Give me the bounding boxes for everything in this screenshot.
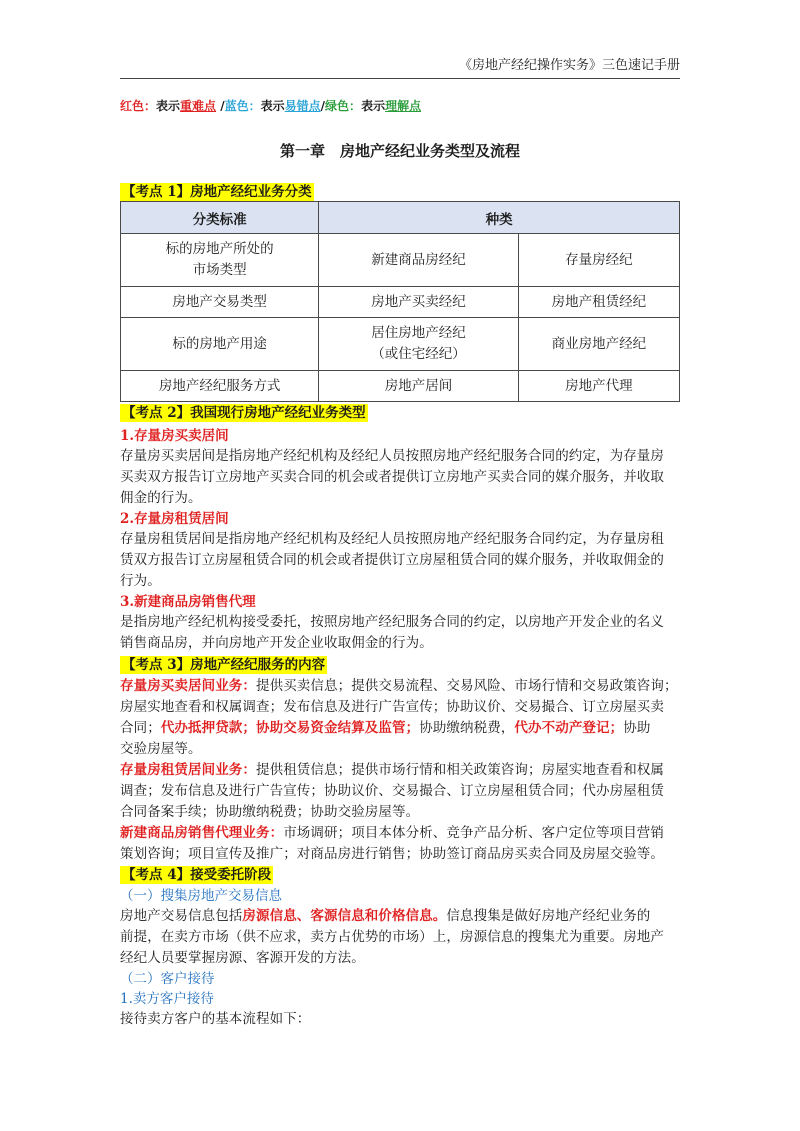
table-cell: 标的房地产所处的 市场类型 [121,234,319,287]
kp3-p1-text: 合同； [120,720,161,736]
legend-red-key: 重难点 [180,99,217,113]
kp3-p1-lead: 存量房买卖居间业务： [120,678,256,694]
kp4-p2: 接待卖方客户的基本流程如下： [120,1011,311,1027]
kp3-paragraph-1 [120,676,680,697]
table-cell: 房地产买卖经纪 [319,287,518,318]
kp3-p1-text: 提供买卖信息；提供交易流程、交易风险、市场行情和交易政策咨询； [256,678,678,694]
kp2-item-line: 赁双方报告订立房屋租赁合同的机会或者提供订立房屋租赁合同的媒介服务，并收取佣金的 [120,552,664,568]
kp2-item-heading: 2.存量房租赁居间 [120,511,229,527]
kp2-item-line: 存量房租赁居间是指房地产经纪机构及经纪人员按照房地产经纪服务合同约定，为存量房租 [120,531,664,547]
kp3-block [120,654,680,865]
kp1-title: 【考点 1】房地产经纪业务分类 [122,184,312,200]
kp3-p1-emph: 代办不动产登记； [514,720,624,736]
kp3-p1-text: 协助 [623,720,651,736]
legend-sep-2: / [320,99,326,113]
kp3-p1-line: 交验房屋等。 [120,741,202,757]
kp4-p1-text: 房地产交易信息包括 [120,908,243,924]
table-cell: 房地产居间 [319,371,518,402]
table-cell: 商业房地产经纪 [518,318,679,371]
color-legend [120,98,421,114]
kp2-item-line: 是指房地产经纪机构接受委托，按照房地产经纪服务合同的约定，以房地产开发企业的名义 [120,614,664,630]
kp3-p2-text: 提供租赁信息；提供市场行情和相关政策咨询；房屋实地查看和权属 [256,762,664,778]
legend-red-text: 表示 [156,99,181,113]
table-cell: 房地产代理 [518,371,679,402]
kp4-p1-text: 信息搜集是做好房地产经纪业务的 [446,908,651,924]
kp3-p2-lead: 存量房租赁居间业务： [120,762,256,778]
table-cell: 新建商品房经纪 [319,234,518,287]
kp2-item-line: 佣金的行为。 [120,490,202,506]
kp2-item-heading: 1.存量房买卖居间 [120,428,229,444]
kp3-p2-line: 调查；发布信息及进行广告宣传；协助议价、交易撮合、订立房屋租赁合同；代办房屋租赁 [120,783,664,799]
kp3-p1-line [120,718,680,739]
legend-blue-label: 蓝色： [224,99,261,113]
table-cell: 房地产经纪服务方式 [121,371,319,402]
kp3-paragraph-2 [120,760,680,781]
kp3-p3-text: 市场调研；项目本体分析、竞争产品分析、客户定位等项目营销 [283,825,665,841]
kp4-sub2: （二）客户接待 [120,971,215,987]
kp4-p1-line [120,906,680,927]
legend-blue-key: 易错点 [284,99,321,113]
table-header-cell: 分类标准 [121,202,319,234]
kp4-title: 【考点 4】接受委托阶段 [122,867,272,883]
classification-table [120,201,680,402]
kp3-paragraph-3 [120,823,680,844]
legend-red-label: 红色： [120,99,157,113]
table-cell: 房地产交易类型 [121,287,319,318]
kp2-item-line: 行为。 [120,573,161,589]
kp2-item-line: 销售商品房，并向房地产开发企业收取佣金的行为。 [120,635,433,651]
table-row [121,287,680,318]
table-header-row [121,202,680,234]
kp3-p3-lead: 新建商品房销售代理业务： [120,825,284,841]
kp4-p1-emph: 房源信息、客源信息和价格信息。 [242,908,447,924]
kp3-p1-line: 房屋实地查看和权属调查；发布信息及进行广告宣传；协助议价、交易撮合、订立房屋买卖 [120,699,664,715]
legend-green-key: 理解点 [385,99,422,113]
kp3-title: 【考点 3】房地产经纪服务的内容 [122,657,326,673]
legend-sep-1: / [216,99,225,113]
kp2-item-line: 存量房买卖居间是指房地产经纪机构及经纪人员按照房地产经纪服务合同的约定，为存量房 [120,448,664,464]
kp1-block [120,181,314,201]
table-row [121,318,680,371]
table-cell: 房地产租赁经纪 [518,287,679,318]
table-cell: 存量房经纪 [518,234,679,287]
table-row [121,234,680,287]
chapter-title: 第一章 房地产经纪业务类型及流程 [279,142,520,160]
kp2-block [120,402,680,654]
kp2-item-heading: 3.新建商品房销售代理 [120,594,256,610]
running-header: 《房地产经纪操作实务》三色速记手册 [120,58,680,79]
legend-green-text: 表示 [361,99,386,113]
legend-green-label: 绿色： [325,99,362,113]
table-cell: 居住房地产经纪 （或住宅经纪） [319,318,518,371]
kp2-title: 【考点 2】我国现行房地产经纪业务类型 [122,405,366,421]
kp4-p1-line: 经纪人员要掌握房源、客源开发的方法。 [120,950,365,966]
table-row [121,371,680,402]
kp4-block [120,864,680,1030]
table-cell: 标的房地产用途 [121,318,319,371]
kp3-p1-emph: 代办抵押贷款；协助交易资金结算及监管； [160,720,420,736]
kp4-sub1: （一）搜集房地产交易信息 [120,888,282,904]
kp2-item-line: 买卖双方报告订立房地产买卖合同的机会或者提供订立房地产买卖合同的媒介服务，并收取 [120,469,664,485]
kp4-sub2-1: 1.卖方客户接待 [120,991,214,1007]
kp3-p2-line: 合同备案手续；协助缴纳税费；协助交验房屋等。 [120,804,420,820]
kp4-p1-line: 前提，在卖方市场（供不应求，卖方占优势的市场）上，房源信息的搜集尤为重要。房地产 [120,929,664,945]
table-header-cell: 种类 [319,202,680,234]
legend-blue-text: 表示 [260,99,285,113]
kp3-p3-line: 策划咨询；项目宣传及推广；对商品房进行销售；协助签订商品房买卖合同及房屋交验等。 [120,846,664,862]
kp3-p1-text: 协助缴纳税费， [419,720,515,736]
